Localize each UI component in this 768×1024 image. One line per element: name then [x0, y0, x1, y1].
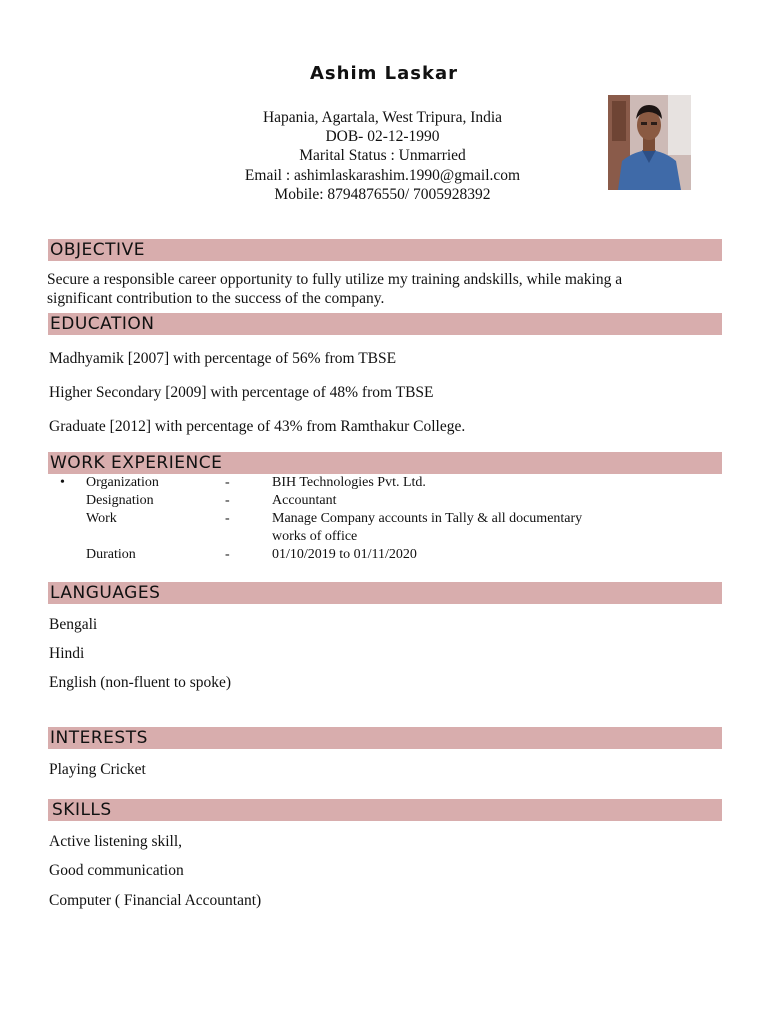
candidate-name: Ashim Laskar [310, 63, 458, 84]
email: Email : ashimlaskarashim.1990@gmail.com [244, 166, 521, 184]
work-value: Accountant [272, 493, 337, 508]
education-item: Madhyamik [2007] with percentage of 56% from TBSE [49, 350, 397, 367]
section-header-skills: SKILLS [48, 799, 722, 821]
bullet-icon: • [60, 475, 65, 490]
work-label: Duration [86, 547, 136, 562]
objective-text [47, 271, 622, 308]
section-header-objective: OBJECTIVE [48, 239, 722, 261]
work-value: BIH Technologies Pvt. Ltd. [272, 475, 426, 490]
interest-item: Playing Cricket [49, 761, 146, 778]
work-dash: - [225, 493, 230, 508]
skill-item: Good communication [49, 862, 184, 879]
work-value-continued: works of office [272, 529, 358, 544]
date-of-birth: DOB- 02-12-1990 [325, 128, 440, 146]
language-item: English (non-fluent to spoke) [49, 674, 232, 691]
work-label: Work [86, 511, 117, 526]
section-header-education: EDUCATION [48, 313, 722, 335]
work-label: Organization [86, 475, 159, 490]
marital-status: Marital Status : Unmarried [299, 147, 466, 165]
address: Hapania, Agartala, West Tripura, India [262, 109, 503, 126]
language-item: Bengali [49, 616, 98, 633]
objective-line-1: Secure a responsible career opportunity to fully utilize my training andskills, while making a [47, 271, 623, 288]
work-value: Manage Company accounts in Tally & all documentary [272, 511, 583, 526]
contact-block [180, 108, 585, 204]
section-header-work-experience: WORK EXPERIENCE [48, 452, 722, 474]
profile-photo [608, 95, 691, 190]
skill-item: Active listening skill, [49, 833, 183, 850]
work-dash: - [225, 475, 230, 490]
objective-line-2: significant contribution to the success of the company. [47, 289, 385, 307]
skill-item: Computer ( Financial Accountant) [49, 892, 262, 909]
mobile: Mobile: 8794876550/ 7005928392 [274, 185, 491, 203]
work-dash: - [225, 547, 230, 562]
education-item: Graduate [2012] with percentage of 43% from Ramthakur College. [49, 418, 466, 435]
work-label: Designation [86, 493, 154, 508]
education-item: Higher Secondary [2009] with percentage of 48% from TBSE [49, 384, 434, 401]
work-dash: - [225, 511, 230, 526]
section-header-languages: LANGUAGES [48, 582, 722, 604]
language-item: Hindi [49, 645, 85, 662]
work-value: 01/10/2019 to 01/11/2020 [272, 547, 417, 562]
section-header-interests: INTERESTS [48, 727, 722, 749]
